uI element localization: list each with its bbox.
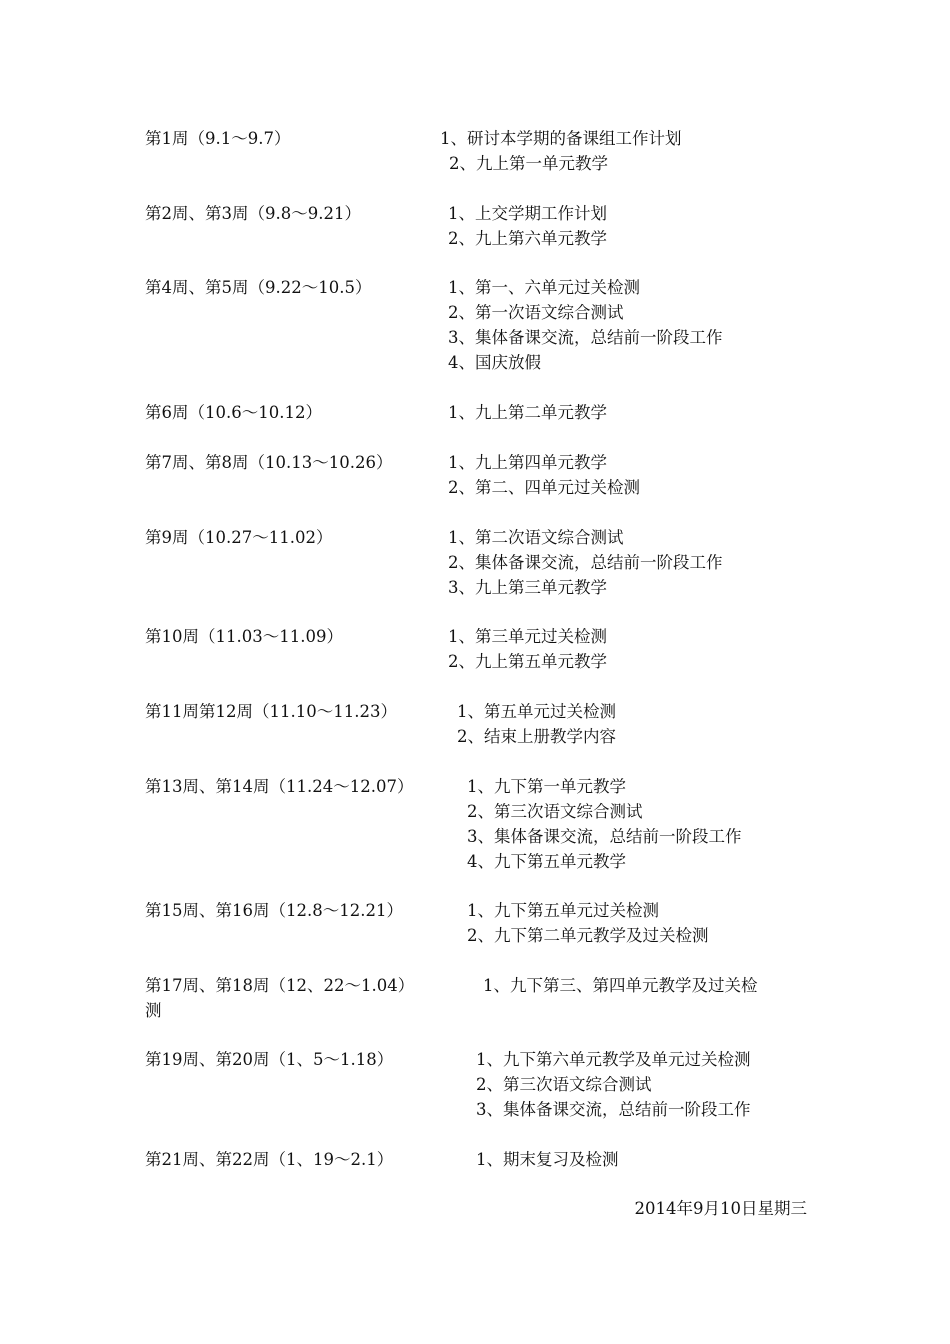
task-item: 1、期末复习及检测 — [476, 1150, 619, 1169]
week-label: 第10周（11.03～11.09） — [145, 627, 343, 646]
week-label: 第2周、第3周（9.8～9.21） — [145, 204, 361, 223]
task-item: 1、第三单元过关检测 — [448, 627, 607, 646]
task-item: 3、集体备课交流，总结前一阶段工作 — [448, 328, 723, 347]
task-item: 2、九上第五单元教学 — [448, 652, 607, 671]
task-item: 3、九上第三单元教学 — [448, 578, 607, 597]
document-date: 2014年9月10日星期三 — [634, 1199, 807, 1218]
task-list — [448, 624, 607, 674]
task-item: 2、第二、四单元过关检测 — [448, 478, 640, 497]
task-list — [457, 699, 616, 749]
week-label: 第7周、第8周（10.13～10.26） — [145, 453, 393, 472]
task-item: 1、上交学期工作计划 — [448, 204, 607, 223]
week-label: 第21周、第22周（1、19～2.1） — [145, 1150, 394, 1169]
task-item: 2、九上第六单元教学 — [448, 229, 607, 248]
task-list — [476, 1047, 751, 1122]
task-item: 2、结束上册教学内容 — [457, 727, 616, 746]
task-wrap-tail: 测 — [145, 1001, 162, 1020]
task-item: 1、九下第五单元过关检测 — [467, 901, 659, 920]
week-label: 第15周、第16周（12.8～12.21） — [145, 901, 403, 920]
week-label: 第19周、第20周（1、5～1.18） — [145, 1050, 394, 1069]
week-label: 第4周、第5周（9.22～10.5） — [145, 278, 372, 297]
task-item: 1、第二次语文综合测试 — [448, 528, 624, 547]
task-item: 3、集体备课交流，总结前一阶段工作 — [476, 1100, 751, 1119]
task-list — [476, 1147, 619, 1172]
task-item: 1、第一、六单元过关检测 — [448, 278, 640, 297]
task-list — [448, 201, 607, 251]
week-label: 第1周（9.1～9.7） — [145, 129, 291, 148]
week-label: 第6周（10.6～10.12） — [145, 403, 322, 422]
task-item: 2、第三次语文综合测试 — [476, 1075, 652, 1094]
task-item: 4、九下第五单元教学 — [467, 852, 626, 871]
task-item: 1、九上第二单元教学 — [448, 403, 607, 422]
task-list — [440, 126, 682, 176]
task-list — [448, 400, 607, 425]
task-item: 1、九下第六单元教学及单元过关检测 — [476, 1050, 751, 1069]
task-item: 3、集体备课交流，总结前一阶段工作 — [467, 827, 742, 846]
task-item: 4、国庆放假 — [448, 353, 541, 372]
task-item: 1、九上第四单元教学 — [448, 453, 607, 472]
task-item: 2、第三次语文综合测试 — [467, 802, 643, 821]
task-item: 2、集体备课交流，总结前一阶段工作 — [448, 553, 723, 572]
task-item: 1、第五单元过关检测 — [457, 702, 616, 721]
week-label: 第9周（10.27～11.02） — [145, 528, 333, 547]
task-item: 1、九下第一单元教学 — [467, 777, 626, 796]
task-item: 2、九下第二单元教学及过关检测 — [467, 926, 709, 945]
task-list — [448, 275, 723, 375]
task-item: 2、第一次语文综合测试 — [448, 303, 624, 322]
task-list — [448, 525, 723, 600]
task-list — [448, 450, 640, 500]
task-list — [483, 973, 758, 998]
task-list — [467, 898, 709, 948]
task-item: 1、研讨本学期的备课组工作计划 — [440, 129, 682, 148]
task-item: 1、九下第三、第四单元教学及过关检 — [483, 976, 758, 995]
week-label: 第11周第12周（11.10～11.23） — [145, 702, 397, 721]
week-label: 第13周、第14周（11.24～12.07） — [145, 777, 414, 796]
task-item: 2、九上第一单元教学 — [449, 154, 608, 173]
task-list — [467, 774, 742, 874]
week-label: 第17周、第18周（12、22～1.04） — [145, 976, 415, 995]
